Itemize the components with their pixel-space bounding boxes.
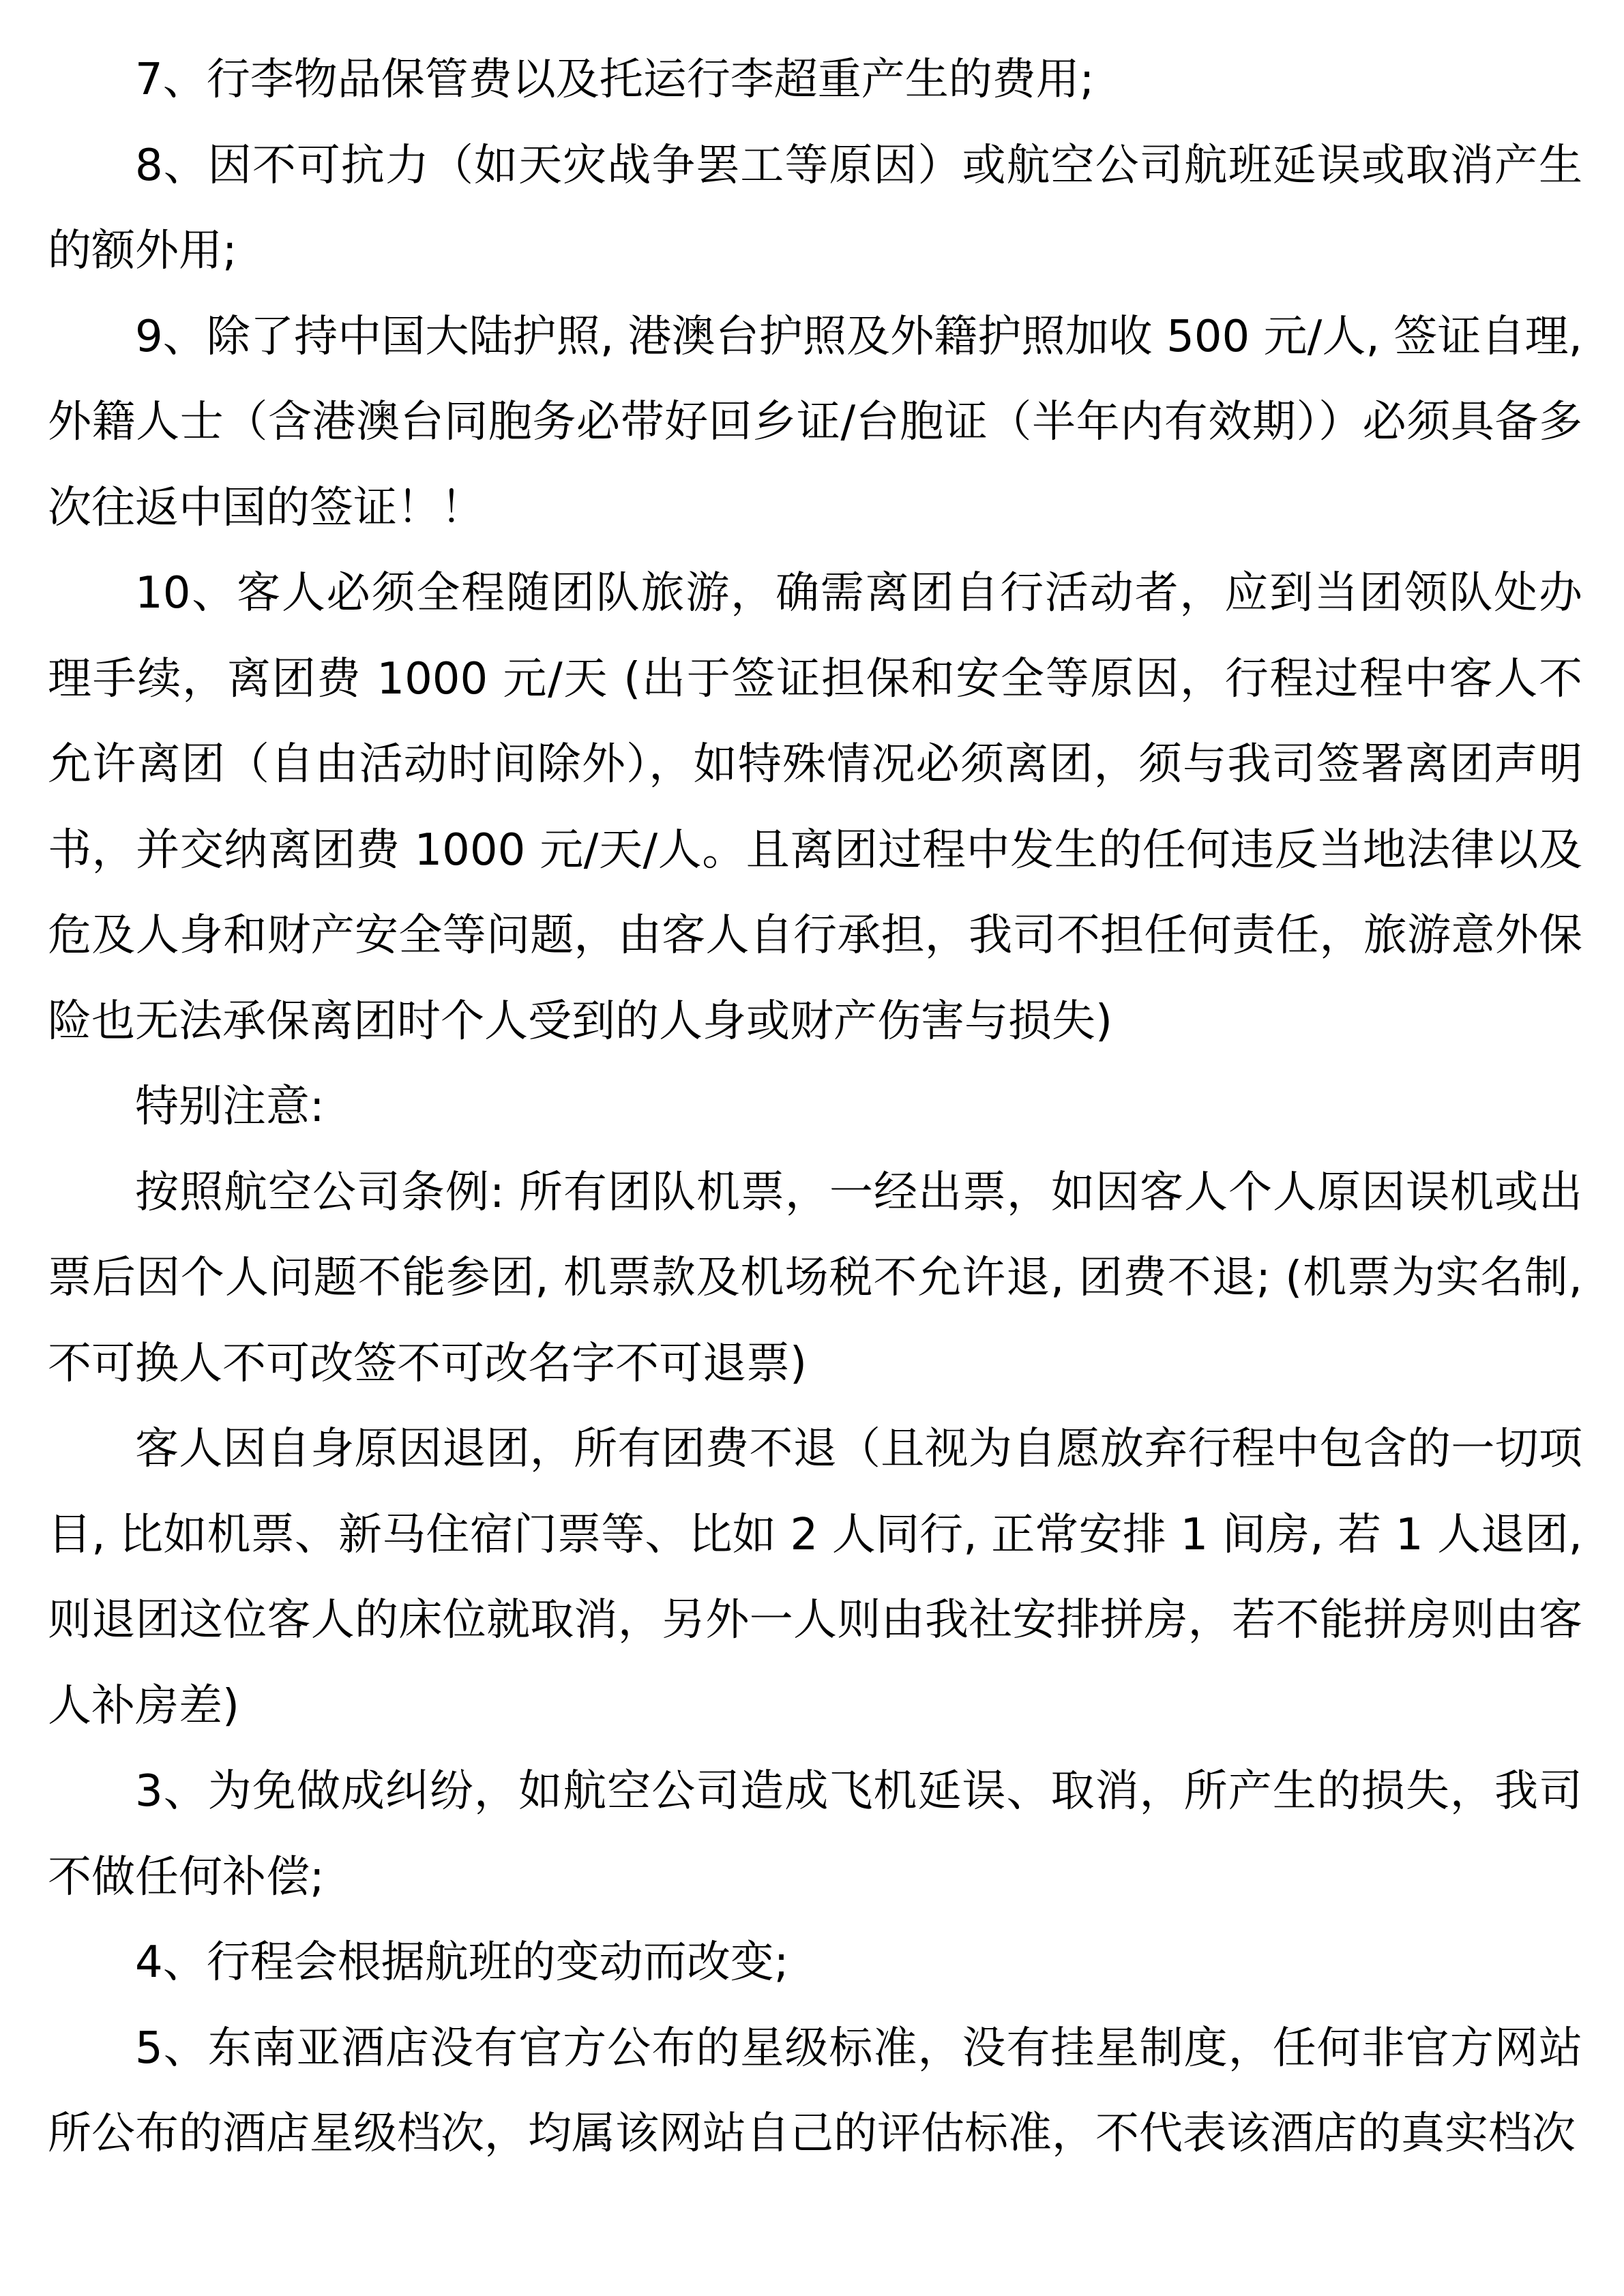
document-body — [48, 38, 1582, 2177]
paragraph-item-10: 10、客人必须全程随团队旅游，确需离团自行活动者，应到当团领队处办理手续，离团费 1000 元/天 (出于签证担保和安全等原因，行程过程中客人不允许离团（自由活动时间除外），如特殊情况必须离团，须与我司签署离团声明书，并交纳离团费 1000 元/天/人。且离团过程中发生的任何违反当地法律以及危及人身和财产安全等问题，由客人自行承担，我司不担任何责任，旅游意外保险也无法承保离团时个人受到的人身或财产伤害与损失) — [48, 568, 1582, 1047]
paragraph-item-3: 3、为免做成纠纷，如航空公司造成飞机延误、取消，所产生的损失，我司不做任何补偿; — [48, 1766, 1582, 1903]
paragraph-item-8: 8、因不可抗力（如天灾战争罢工等原因）或航空公司航班延误或取消产生的额外用; — [48, 140, 1582, 276]
paragraph-item-4: 4、行程会根据航班的变动而改变; — [135, 1937, 789, 1988]
paragraph-item-9: 9、除了持中国大陆护照, 港澳台护照及外籍护照加收 500 元/人, 签证自理, 外籍人士（含港澳台同胞务必带好回乡证/台胞证（半年内有效期））必须具备多次往返中国的签证！！ — [48, 311, 1582, 533]
paragraph-withdrawal: 客人因自身原因退团，所有团费不退（且视为自愿放弃行程中包含的一切项目, 比如机票、新马住宿门票等、比如 2 人同行, 正常安排 1 间房, 若 1 人退团, 则退团这位客人的床位就取消，另外一人则由我社安排拼房，若不能拼房则由客人补房差) — [48, 1424, 1582, 1731]
paragraph-item-7: 7、行李物品保管费以及托运行李超重产生的费用; — [135, 55, 1095, 105]
paragraph-airline-rules: 按照航空公司条例: 所有团队机票，一经出票，如因客人个人原因误机或出票后因个人问题不能参团, 机票款及机场税不允许退, 团费不退; (机票为实名制, 不可换人不可改签不可改名字不可退票) — [48, 1167, 1582, 1389]
special-notice-heading: 特别注意: — [135, 1082, 325, 1132]
paragraph-item-5: 5、东南亚酒店没有官方公布的星级标准，没有挂星制度，任何非官方网站所公布的酒店星级档次，均属该网站自己的评估标准，不代表该酒店的真实档次 — [48, 2023, 1582, 2159]
